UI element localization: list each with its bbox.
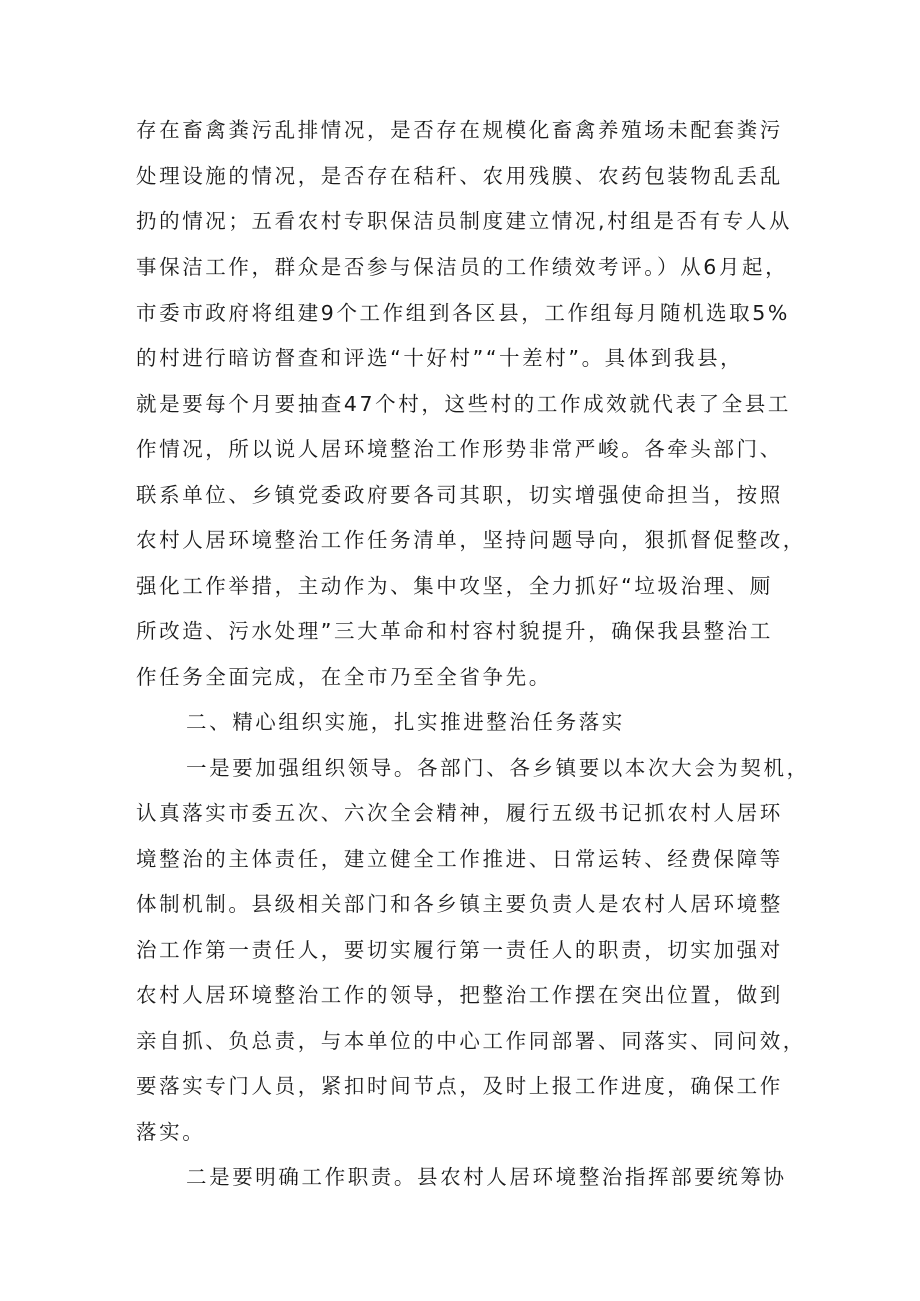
text-line: 事保洁工作，群众是否参与保洁员的工作绩效考评。）从6月起， — [136, 255, 789, 279]
text-line: 落实。 — [136, 1120, 206, 1144]
text-line: 所改造、污水处理”三大革命和村容村貌提升，确保我县整治工 — [136, 619, 773, 643]
text-line: 就是要每个月要抽查47个村，这些村的工作成效就代表了全县工 — [136, 392, 791, 416]
text-line: 农村人居环境整治工作的领导，把整治工作摆在突出位置，做到 — [136, 983, 783, 1007]
text-line: 市委市政府将组建9个工作组到各区县，工作组每月随机选取5% — [136, 301, 790, 325]
text-line: 的村进行暗访督查和评选“十好村”“十差村”。具体到我县， — [136, 346, 744, 370]
text-line: 要落实专门人员，紧扣时间节点，及时上报工作进度，确保工作 — [136, 1074, 783, 1098]
text-line: 治工作第一责任人，要切实履行第一责任人的职责，切实加强对 — [136, 938, 783, 962]
text-line: 境整治的主体责任，建立健全工作推进、日常运转、经费保障等 — [136, 847, 783, 871]
text-line: 扔的情况；五看农村专职保洁员制度建立情况,村组是否有专人从 — [136, 209, 792, 233]
paragraph-start: 一是要加强组织领导。各部门、各乡镇要以本次大会为契机， — [186, 756, 810, 780]
text-line: 亲自抓、负总责，与本单位的中心工作同部署、同落实、同问效， — [136, 1029, 806, 1053]
text-line: 体制机制。县级相关部门和各乡镇主要负责人是农村人居环境整 — [136, 892, 783, 916]
text-line: 农村人居环境整治工作任务清单，坚持问题导向，狠抓督促整改， — [136, 528, 806, 552]
text-line: 作任务全面完成，在全市乃至全省争先。 — [136, 665, 552, 689]
text-line: 作情况，所以说人居环境整治工作形势非常严峻。各牵头部门、 — [136, 437, 783, 461]
text-line: 联系单位、乡镇党委政府要各司其职，切实增强使命担当，按照 — [136, 483, 783, 507]
section-heading: 二、精心组织实施，扎实推进整治任务落实 — [186, 710, 625, 734]
text-line: 认真落实市委五次、六次全会精神，履行五级书记抓农村人居环 — [136, 801, 783, 825]
paragraph-start: 二是要明确工作职责。县农村人居环境整治指挥部要统筹协 — [186, 1165, 787, 1189]
text-line: 处理设施的情况，是否存在秸秆、农用残膜、农药包装物乱丢乱 — [136, 164, 783, 188]
text-line: 存在畜禽粪污乱排情况，是否存在规模化畜禽养殖场未配套粪污 — [136, 118, 783, 142]
text-line: 强化工作举措，主动作为、集中攻坚，全力抓好“垃圾治理、厕 — [136, 574, 773, 598]
